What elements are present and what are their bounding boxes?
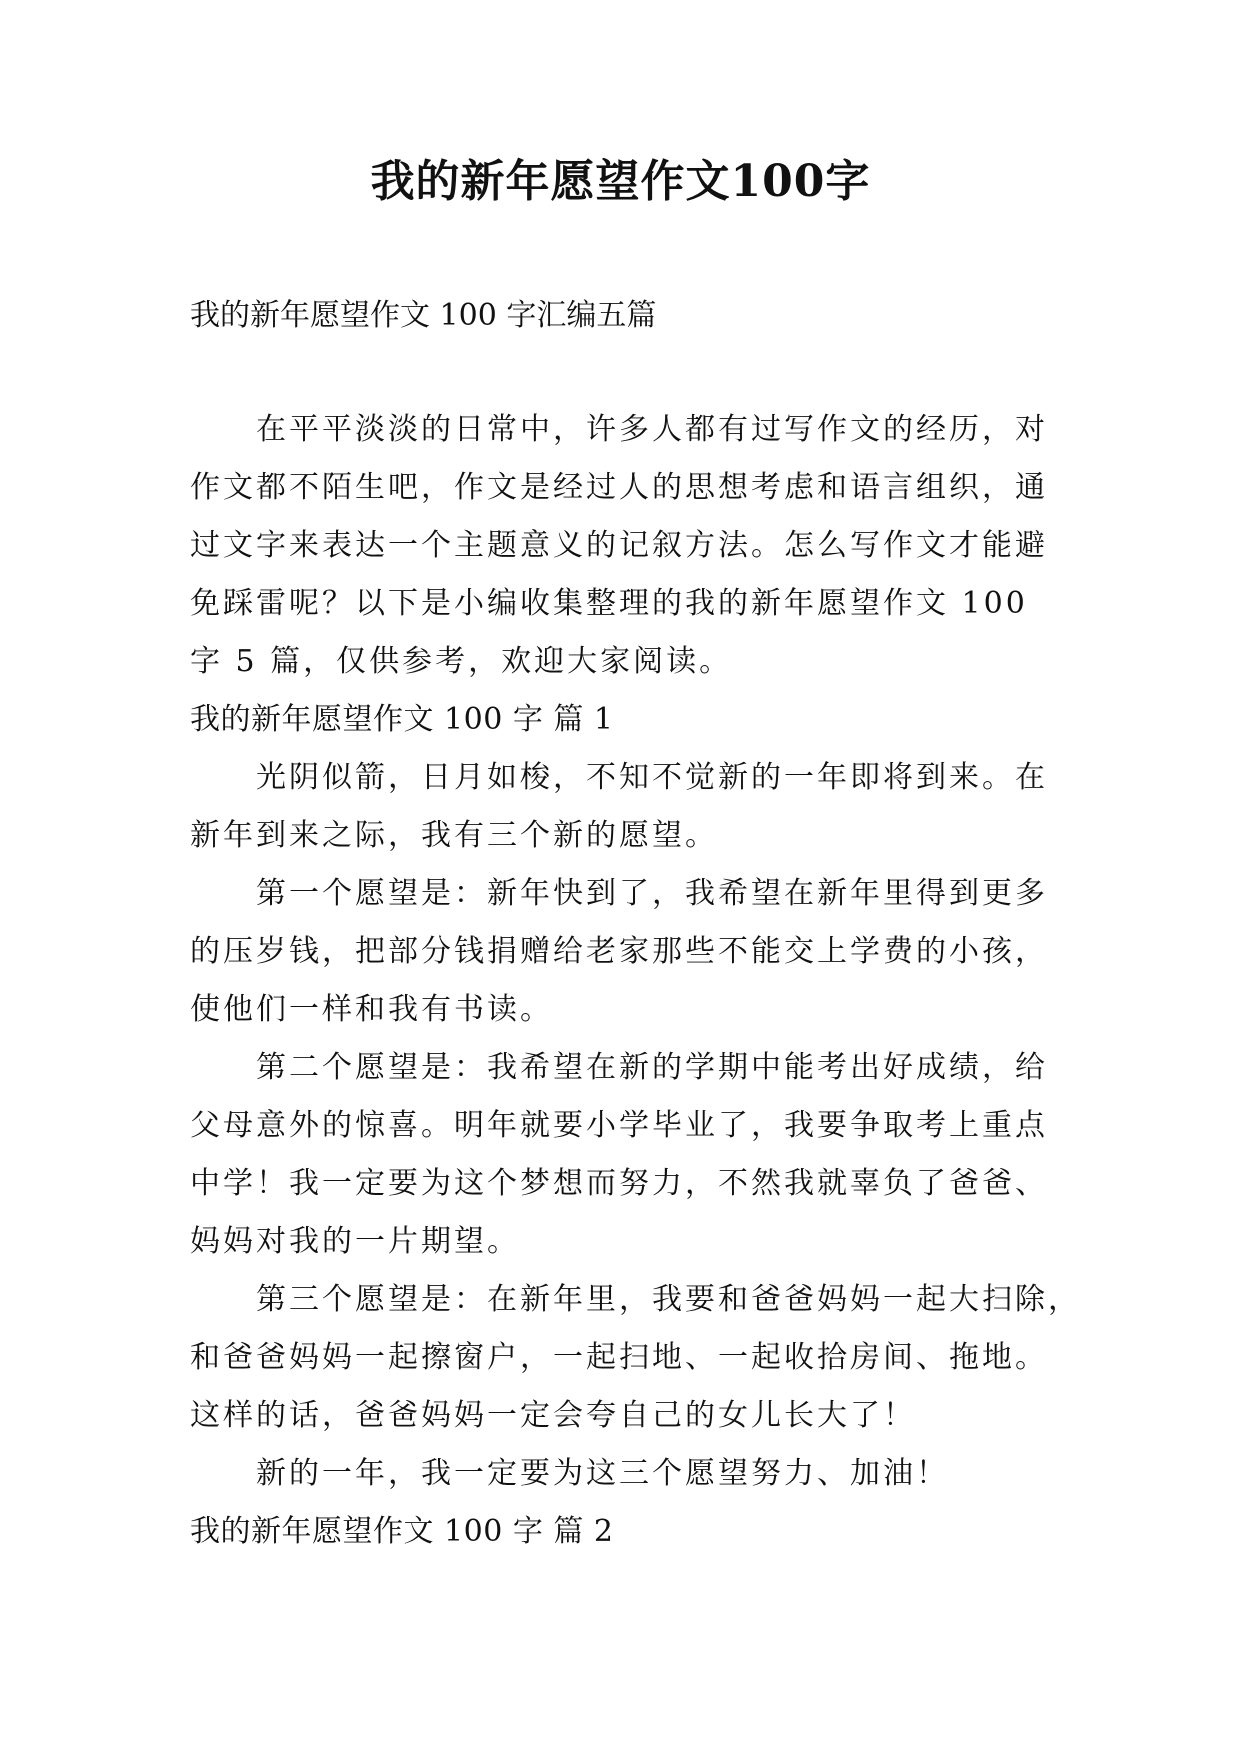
text-line: 和爸爸妈妈一起擦窗户，一起扫地、一起收拾房间、拖地。	[190, 1340, 1048, 1375]
document-title: 我的新年愿望作文100字	[370, 156, 871, 207]
text-line: 字 5 篇，仅供参考，欢迎大家阅读。	[190, 644, 733, 679]
text-line: 中学！我一定要为这个梦想而努力，不然我就辜负了爸爸、	[190, 1166, 1048, 1201]
text-line: 作文都不陌生吧，作文是经过人的思想考虑和语言组织，通	[190, 470, 1048, 505]
text-line: 免踩雷呢？以下是小编收集整理的我的新年愿望作文 100	[190, 586, 1028, 621]
document-body	[190, 401, 1081, 1561]
text-line: 这样的话，爸爸妈妈一定会夸自己的女儿长大了！	[190, 1398, 916, 1433]
text-line: 使他们一样和我有书读。	[190, 992, 553, 1027]
text-line: 光阴似箭，日月如梭，不知不觉新的一年即将到来。在	[256, 760, 1048, 795]
document-subtitle: 我的新年愿望作文 100 字汇编五篇	[190, 298, 657, 333]
section-heading: 我的新年愿望作文 100 字 篇 1	[190, 702, 614, 737]
text-line: 妈妈对我的一片期望。	[190, 1224, 520, 1259]
text-line: 在平平淡淡的日常中，许多人都有过写作文的经历，对	[256, 412, 1048, 447]
text-line: 新年到来之际，我有三个新的愿望。	[190, 818, 718, 853]
text-line: 过文字来表达一个主题意义的记叙方法。怎么写作文才能避	[190, 528, 1048, 563]
text-line: 的压岁钱，把部分钱捐赠给老家那些不能交上学费的小孩，	[190, 934, 1048, 969]
text-line: 新的一年，我一定要为这三个愿望努力、加油！	[256, 1456, 949, 1491]
text-line: 第二个愿望是：我希望在新的学期中能考出好成绩，给	[256, 1050, 1048, 1085]
section-heading: 我的新年愿望作文 100 字 篇 2	[190, 1514, 614, 1549]
text-line: 父母意外的惊喜。明年就要小学毕业了，我要争取考上重点	[190, 1108, 1048, 1143]
text-line: 第三个愿望是：在新年里，我要和爸爸妈妈一起大扫除，	[256, 1282, 1081, 1317]
text-line: 第一个愿望是：新年快到了，我希望在新年里得到更多	[256, 876, 1048, 911]
